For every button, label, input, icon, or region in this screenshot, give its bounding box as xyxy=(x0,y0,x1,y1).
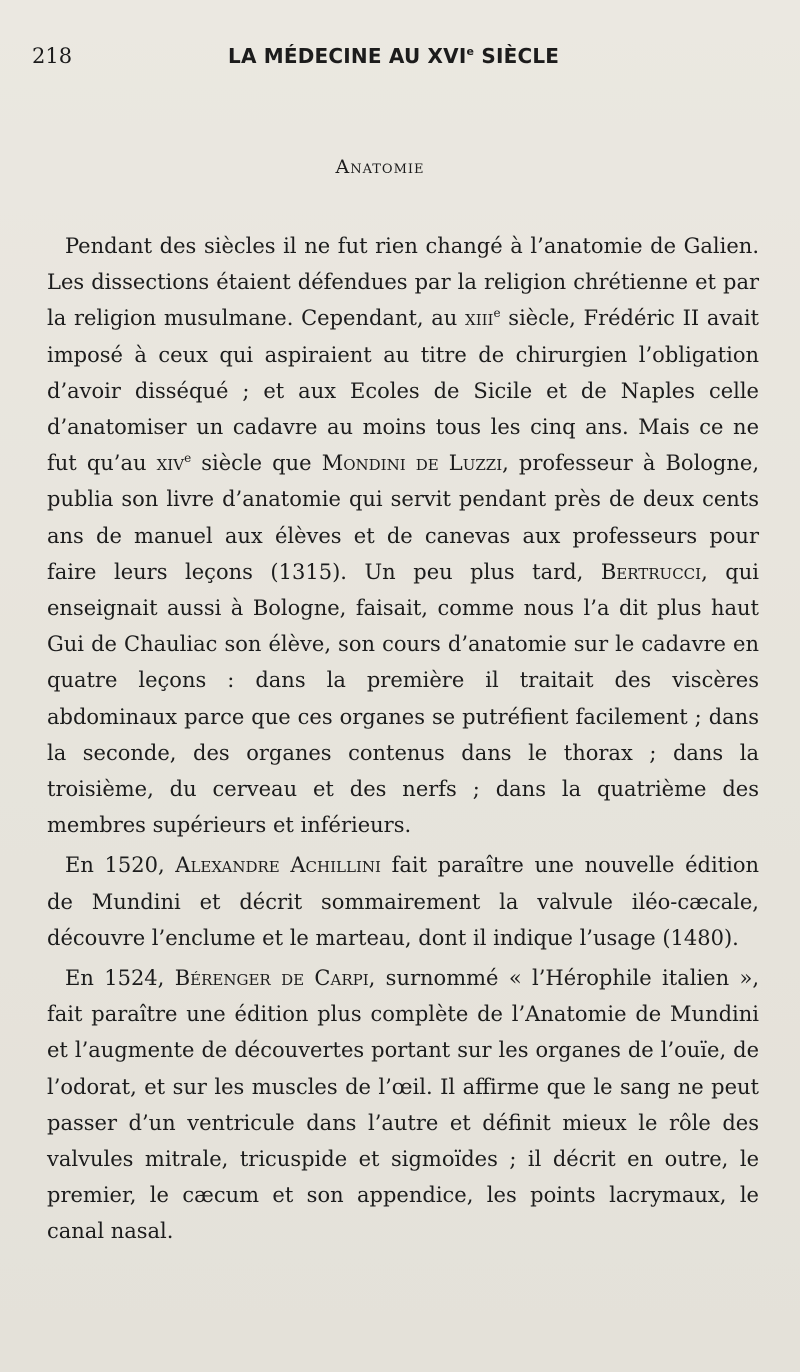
p1-text-c: siècle que xyxy=(191,451,322,476)
p1-text-b: siècle, Frédéric II avait imposé à ceux qui aspiraient au titre de chirurgien l’obligation d’avoir disséqué ; et aux Ecoles de Sicile et de Naples celle d’anatomiser un cadavre au moins tous les cinq ans. Mais ce ne fut qu’au xyxy=(47,306,759,476)
p1-roman-century-2: xiv xyxy=(156,451,185,476)
paragraph-2 xyxy=(47,847,759,956)
running-title xyxy=(228,44,559,68)
p1-text-a: Pendant des siècles il ne fut rien changé à l’anatomie de Galien. Les dissections étaient défendues par la religion chrétienne et par la religion musulmane. Cependant, au xyxy=(47,234,759,331)
paragraph-3 xyxy=(47,960,759,1250)
p3-name-berenger: Bérenger de Carpi xyxy=(174,966,369,991)
running-title-main: LA MÉDECINE AU XVI xyxy=(228,44,467,68)
p2-text-b: fait paraître une nouvelle édition de Mundini et décrit sommairement la valvule iléo-cæcale, découvre l’enclume et le marteau, dont il indique l’usage (1480). xyxy=(47,853,760,950)
p1-sup-2: e xyxy=(184,451,192,466)
p1-sup-1: e xyxy=(493,306,501,321)
p1-name-mondini: Mondini de Luzzi xyxy=(321,451,503,476)
p2-text-a: En 1520, xyxy=(65,853,176,878)
running-title-sup: e xyxy=(466,45,475,58)
running-title-end: SIÈCLE xyxy=(474,44,560,68)
p3-text-b: , surnommé « l’Hérophile italien », fait paraître une édition plus complète de l’Anatomie de Mundini et l’augmente de découvertes portant sur les organes de l’ouïe, de l’odorat, et sur les muscles de l’œil. Il affirme que le sang ne peut passer d’un ventricule dans l’autre et définit mieux le rôle des valvules mitrale, tricuspide et sigmoïdes ; il décrit en outre, le premier, le cæcum et son appendice, les points lacrymaux, le canal nasal. xyxy=(47,966,760,1244)
section-title: Anatomie xyxy=(335,156,425,178)
p2-name-achillini: Alexandre Achillini xyxy=(175,853,381,878)
p1-text-e: , qui enseignait aussi à Bologne, faisait, comme nous l’a dit plus haut Gui de Chauliac son élève, son cours d’anatomie sur le cadavre en quatre leçons : dans la première il traitait des viscères abdominaux parce que ces organes se putréfient facilement ; dans la seconde, des organes contenus dans le thorax ; dans la troisième, du cerveau et des nerfs ; dans la quatrième des membres supérieurs et inférieurs. xyxy=(47,559,759,838)
p3-text-a: En 1524, xyxy=(65,966,175,991)
body-text xyxy=(47,228,759,1250)
page-number: 218 xyxy=(32,44,73,68)
p1-text-d: , professeur à Bologne, publia son livre d’anatomie qui servit pendant près de deux cents ans de manuel aux élèves et de canevas aux professeurs pour faire leurs leçons (1315). Un peu plus tard, xyxy=(47,451,759,584)
p1-roman-century-1: xiii xyxy=(465,306,494,331)
p1-name-bertrucci: Bertrucci xyxy=(600,559,702,584)
paragraph-1 xyxy=(47,228,759,843)
running-head xyxy=(32,40,760,76)
